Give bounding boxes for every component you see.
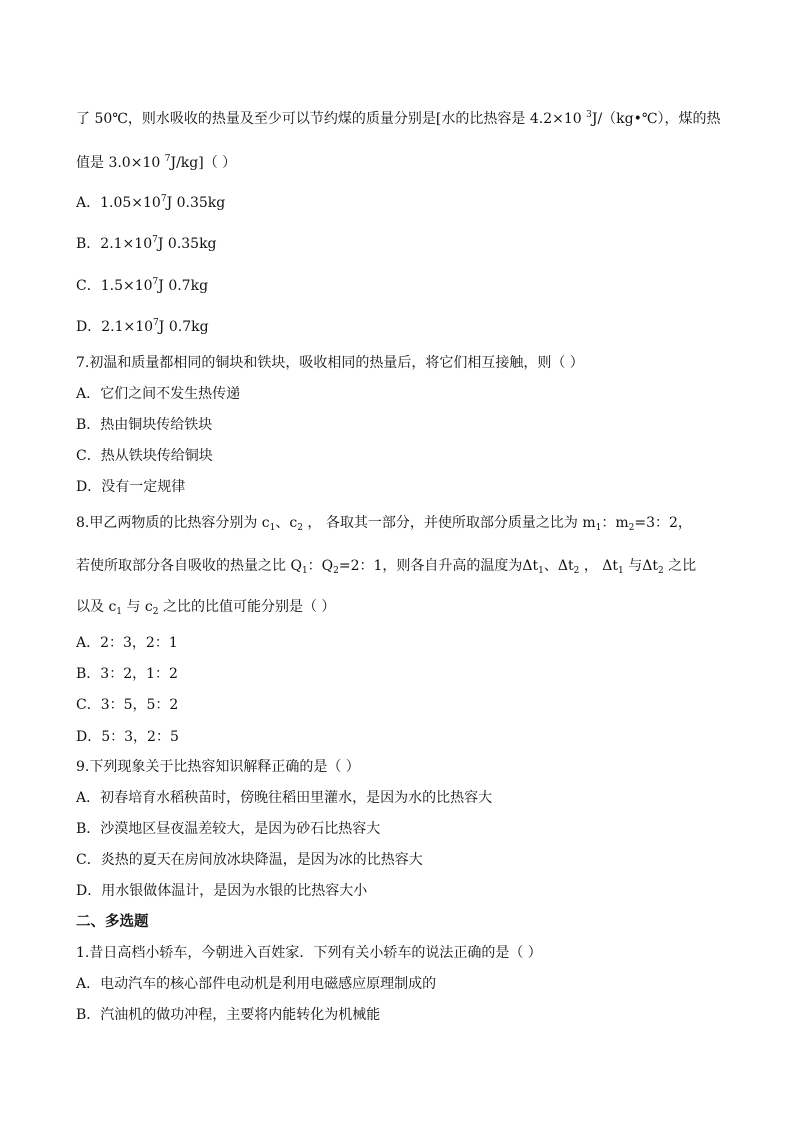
q7-option-d: D．没有一定规律 <box>76 479 186 495</box>
q6-option-d: D．$2.1\times 10^7J$ 0.7kg <box>76 318 209 335</box>
q8-option-a: A．2：3，2：1 <box>76 635 178 651</box>
q6-option-a: A．$1.05\times 10^7J$ 0.35kg <box>76 194 226 211</box>
q9-option-c: C．炎热的夏天在房间放冰块降温，是因为冰的比热容大 <box>76 852 423 868</box>
q7-stem: 7.初温和质量都相同的铜块和铁块，吸收相同的热量后，将它们相互接触，则（ ） <box>76 355 584 371</box>
q8-option-c: C．3：5，5：2 <box>76 697 179 713</box>
s2-q1-option-b: B．汽油机的做功冲程，主要将内能转化为机械能 <box>76 1007 381 1023</box>
q9-stem: 9.下列现象关于比热容知识解释正确的是（ ） <box>76 759 360 775</box>
q8-option-d: D．5：3，2：5 <box>76 729 179 745</box>
q6-stem-line-2: 值是 3.0×10 $^7$J/kg]（ ） <box>76 154 237 171</box>
s2-q1-option-a: A．电动汽车的核心部件电动机是利用电磁感应原理制成的 <box>76 976 437 992</box>
q8-stem-line-3: 以及 $c_1$ 与 $c_2$ 之比的比值可能分别是（ ） <box>76 599 336 617</box>
q7-option-b: B．热由铜块传给铁块 <box>76 417 213 433</box>
q8-stem-line-2: 若使所取部分各自吸收的热量之比 $Q_1$：$Q_2=2$：1，则各自升高的温度为$\Delta t_1$、$\Delta t_2$ ， $\Delta t_1$ 与$\Delta t_2$ 之比 <box>76 558 697 576</box>
q9-option-b: B．沙漠地区昼夜温差较大，是因为砂石比热容大 <box>76 821 381 837</box>
q7-option-a: A．它们之间不发生热传递 <box>76 386 241 402</box>
s2-q1-stem: 1.昔日高档小轿车，今朝进入百姓家．下列有关小轿车的说法正确的是（ ） <box>76 945 542 961</box>
q6-stem-line-1: 了 50℃，则水吸收的热量及至少可以节约煤的质量分别是[水的比热容是 4.2×10 $^3$J/（kg•℃），煤的热 <box>76 110 721 127</box>
q9-option-d: D．用水银做体温计，是因为水银的比热容大小 <box>76 883 368 899</box>
q6-option-b: B．$2.1\times 10^7J$ 0.35kg <box>76 235 217 252</box>
q9-option-a: A．初春培育水稻秧苗时，傍晚往稻田里灌水，是因为水的比热容大 <box>76 790 493 806</box>
q8-stem-line-1: 8.甲乙两物质的比热容分别为 $c_1$、$c_2$ ， 各取其一部分，并使所取部分质量之比为 $m_1$：$m_2=3$：2， <box>76 515 692 533</box>
q8-option-b: B．3：2，1：2 <box>76 666 178 682</box>
section-heading: 二、多选题 <box>76 914 149 930</box>
q6-option-c: C．$1.5\times 10^7J$ 0.7kg <box>76 277 209 294</box>
q7-option-c: C．热从铁块传给铜块 <box>76 448 213 464</box>
